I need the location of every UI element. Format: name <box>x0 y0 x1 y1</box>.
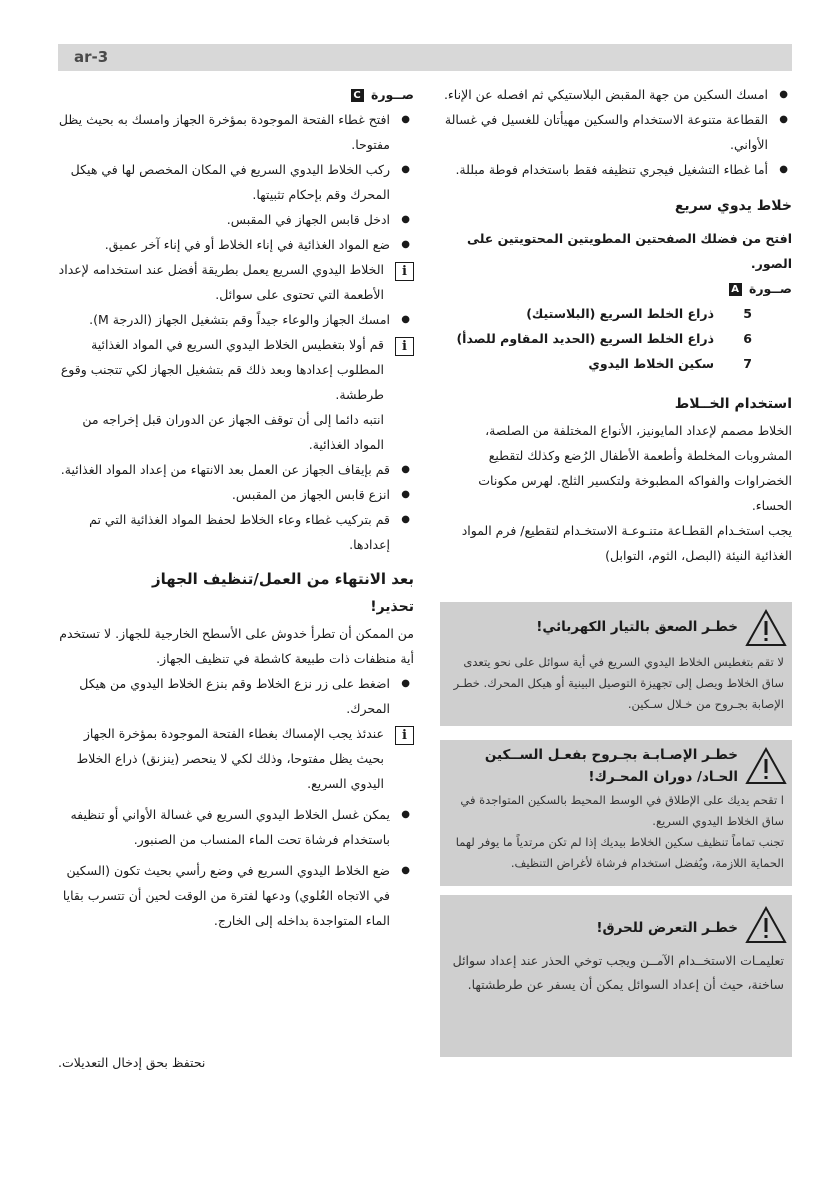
cleaning-steps-2 <box>58 802 414 933</box>
bullet-icon: ● <box>779 89 788 100</box>
figure-a-letter: A <box>729 283 742 296</box>
bullet-icon: ● <box>401 164 410 175</box>
list-item: ● يمكن غسل الخلاط اليدوي السريع في غسالة الأواني أو تنظيفه باستخدام فرشاة تحت الماء المنساب من الصنبور. <box>58 802 414 852</box>
cleaning-steps <box>58 671 414 721</box>
bullet-icon: ● <box>401 678 410 689</box>
info-icon: i <box>395 726 414 745</box>
figure-a-label: صــورة A <box>440 276 792 301</box>
list-item: ● قم بتركيب غطاء وعاء الخلاط لحفظ المواد الغذائية التي تم إعدادها. <box>58 507 414 557</box>
bullet-icon: ● <box>401 239 410 250</box>
figure-c-letter: C <box>351 89 364 102</box>
caution-text: من الممكن أن تطرأ خدوش على الأسطح الخارجية للجهاز. لا تستخدم أية منظفات ذات طبيعة كاشطة في تنظيف الجهاز. <box>59 626 414 666</box>
bullet-icon: ● <box>779 164 788 175</box>
footer-note: نحتفظ بحق إدخال التعديلات. <box>58 1055 206 1070</box>
cleaning-bullets <box>440 82 792 182</box>
left-column <box>58 82 414 933</box>
list-item: ● انزع قابس الجهاز من المقبس. <box>58 482 414 507</box>
info-icon: i <box>395 262 414 281</box>
warning-text: تعليمـات الاستخــدام الآمــن ويجب توخي الحذر عند إعداد سوائل ساخنة، حيث أن إعداد السوائل يمكن أن يسفر عن طرطشتها. <box>452 953 784 992</box>
list-item: ● ادخل قابس الجهاز في المقبس. <box>58 207 414 232</box>
page-label: ar-3 <box>74 48 109 66</box>
caution-heading: تحذير! <box>370 599 414 615</box>
bullet-icon: ● <box>401 865 410 876</box>
bullet-icon: ● <box>401 514 410 525</box>
part-row: 5 ذراع الخلط السريع (البلاستيك) <box>526 306 752 321</box>
warning-box-electric-shock <box>440 602 792 726</box>
warning-text: لا تقم بتغطيس الخلاط اليدوي السريع في أية سوائل على نحو يتعدى ساق الخلاط ويصل إلى تجهيزة التوصيل البينية أو هيكل المحرك. خطـر الإصابة بجـروح من خـلال سـكين. <box>453 655 784 711</box>
right-column <box>440 82 792 568</box>
warning-title: خطـر التعرض للحرق! <box>596 920 738 936</box>
info-note: i الخلاط اليدوي السريع يعمل بطريقة أفضل عند استخدامه لإعداد الأطعمة التي تحتوى على سوائل. <box>58 257 414 307</box>
part-row: 6 ذراع الخلط السريع (الحديد المقاوم للصدأ) <box>456 331 752 346</box>
bullet-icon: ● <box>401 114 410 125</box>
warning-box-burn <box>440 895 792 1057</box>
list-item: ● القطاعة متنوعة الاستخدام والسكين مهيأتان للغسيل في غسالة الأواني. <box>440 107 792 157</box>
usage-paragraph-2: يجب استخـدام القطـاعة متنـوعـة الاستخـدام لتقطيع/ فرم المواد الغذائية النيئة (البصل، الثوم، التوابل) <box>461 523 792 563</box>
list-item: ● ركب الخلاط اليدوي السريع في المكان المخصص لها في هيكل المحرك وقم بإحكام تثبيتها. <box>58 157 414 207</box>
usage-steps <box>58 107 414 257</box>
figure-c-label: صــورة C <box>58 82 414 107</box>
bullet-icon: ● <box>401 214 410 225</box>
usage-steps-3 <box>58 457 414 557</box>
usage-heading: استخدام الخــلاط <box>674 396 792 412</box>
list-item: ● ضع الخلاط اليدوي السريع في وضع رأسي بحيث تكون (السكين في الاتجاه العُلوي) ودعها لفترة من الوقت لحين أن تتسرب بقايا الماء المتواجدة بداخله إلى الخارج. <box>58 858 414 933</box>
list-item: ● اضغط على زر نزع الخلاط وقم بنزع الخلاط اليدوي من هيكل المحرك. <box>58 671 414 721</box>
cleaning-heading: بعد الانتهاء من العمل/تنظيف الجهاز <box>152 570 414 588</box>
list-item: ● قم بإيقاف الجهاز عن العمل بعد الانتهاء من إعداد المواد الغذائية. <box>58 457 414 482</box>
part-row: 7 سكين الخلاط اليدوي <box>588 356 752 371</box>
list-item: ● امسك السكين من جهة المقبض البلاستيكي ثم افصله عن الإناء. <box>440 82 792 107</box>
usage-paragraph: الخلاط مصمم لإعداد المايونيز، الأنواع المختلفة من الصلصة، المشروبات المخلطة وأطعمة الأطفال الرُضع وكذلك لتقطيع الخضراوات والفواكه المطبوخة ولتكسير الثلج. لهرس مكونات الحساء. <box>478 423 792 513</box>
warning-triangle-icon <box>744 608 788 648</box>
bullet-icon: ● <box>401 809 410 820</box>
page-header-bar <box>58 44 792 71</box>
info-note: i عندئذ يجب الإمساك بغطاء الفتحة الموجودة بمؤخرة الجهاز بحيث يظل مفتوحا، وذلك لكي لا ينحصر (ينزنق) ذراع الخلاط اليدوي السريع. <box>58 721 414 796</box>
list-item: ● أما غطاء التشغيل فيجري تنظيفه فقط باستخدام فوطة مبللة. <box>440 157 792 182</box>
usage-steps-2 <box>58 307 414 332</box>
warning-text: ا تقحم يديك على الإطلاق في الوسط المحيط بالسكين المتواجدة في ساق الخلاط اليدوي السريع. تجنب تماماً تنظيف سكين الخلاط بيديك إذا لم تكن مرتدياً ما يوفر لهما الحماية اللازمة، ويُفضل استخدام فرشاة لأغراض التنظيف. <box>455 793 784 870</box>
bullet-icon: ● <box>401 464 410 475</box>
bullet-icon: ● <box>401 489 410 500</box>
list-item: ● امسك الجهاز والوعاء جيداً وقم بتشغيل الجهاز (الدرجة M). <box>58 307 414 332</box>
open-pages-text: افتح من فضلك الصفحتين المطويتين المحتويتين على الصور. <box>467 231 792 271</box>
warning-title: خطـر الإصـابـة بجـروح بفعـل الســكين الحـاد/ دوران المحـرك! <box>484 747 738 785</box>
warning-triangle-icon <box>744 746 788 786</box>
warning-triangle-icon <box>744 905 788 945</box>
info-icon: i <box>395 337 414 356</box>
list-item: ● ضع المواد الغذائية في إناء الخلاط أو في إناء آخر عميق. <box>58 232 414 257</box>
bullet-icon: ● <box>401 314 410 325</box>
bullet-icon: ● <box>779 114 788 125</box>
hand-blender-heading: خلاط يدوي سريع <box>674 198 792 214</box>
list-item: ● افتح غطاء الفتحة الموجودة بمؤخرة الجهاز وامسك به بحيث يظل مفتوحا. <box>58 107 414 157</box>
warning-title: خطـر الصعق بالتيار الكهربائي! <box>536 619 738 635</box>
info-note: i قم أولا بتغطيس الخلاط اليدوي السريع في المواد الغذائية المطلوب إعدادها وبعد ذلك قم بتشغيل الجهاز لكي تتجنب وقوع طرطشة. انتبه دائما إلى أن توقف الجهاز عن الدوران قبل إخراجه من المواد الغذائية. <box>58 332 414 457</box>
warning-box-cut-injury <box>440 740 792 886</box>
